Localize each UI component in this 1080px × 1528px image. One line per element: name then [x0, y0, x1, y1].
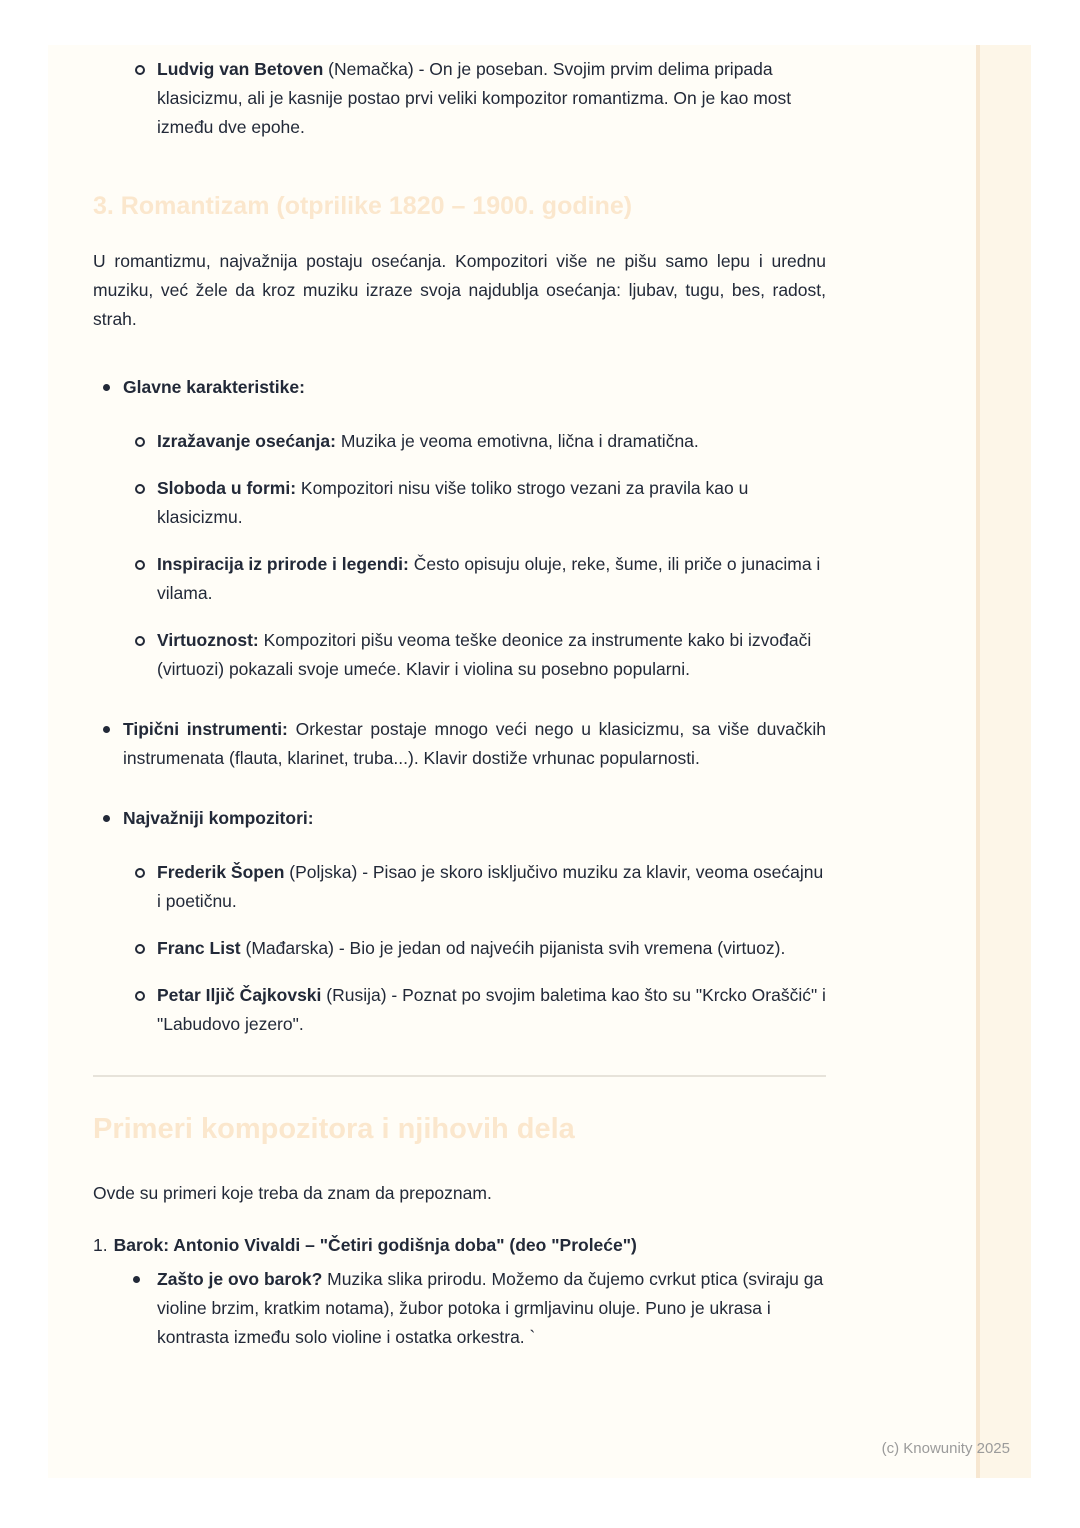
previous-section-list: [93, 55, 826, 142]
list-item: [157, 427, 826, 456]
kompozitori-sublist: [123, 858, 826, 1039]
list-item-lead: Zašto je ovo barok?: [157, 1269, 323, 1289]
list-item-lead: Glavne karakteristike:: [123, 377, 305, 397]
document-page-card: [48, 45, 976, 1478]
barok-points-list: [93, 1265, 826, 1352]
circle-bullet-icon: [135, 484, 145, 494]
primeri-intro-paragraph: Ovde su primeri koje treba da znam da prepoznam.: [93, 1183, 492, 1203]
list-item-text: (Poljska) - Pisao je skoro isključivo muziku za klavir, veoma osećajnu i poetičnu.: [157, 862, 824, 911]
circle-bullet-icon: [135, 868, 145, 878]
list-item-karakteristike: [123, 373, 826, 684]
list-item-text: (Nemačka) - On je poseban. Svojim prvim delima pripada klasicizmu, ali je kasnije postao prvi veliki kompozitor romantizma. On je kao most između dve epohe.: [157, 59, 792, 137]
list-item-kompozitori: [123, 804, 826, 1039]
list-item-lead: Tipični instrumenti:: [123, 719, 288, 739]
list-item-lead: Virtuoznost:: [157, 630, 259, 650]
karakteristike-sublist: [123, 427, 826, 684]
list-item-lead: Ludvig van Betoven: [157, 59, 324, 79]
disc-bullet-icon: [103, 726, 110, 733]
list-item-lead: Sloboda u formi:: [157, 478, 297, 498]
romantizam-main-list: [93, 373, 826, 1039]
list-number: 1.: [93, 1235, 108, 1255]
list-item-text: (Rusija) - Poznat po svojim baletima kao što su "Krcko Oraščić" i "Labudovo jezero".: [157, 985, 826, 1034]
list-item-lead: Najvažniji kompozitori:: [123, 808, 314, 828]
list-item-text: Muzika slika prirodu. Možemo da čujemo cvrkut ptica (sviraju ga violine brzim, kratkim notama), žubor potoka i grmljavinu oluje. Puno je ukrasa i kontrasta između solo violine i ostatka orkestra. `: [157, 1269, 824, 1347]
section-intro-paragraph: U romantizmu, najvažnija postaju osećanja. Kompozitori više ne pišu samo lepu i urednu muziku, već žele da kroz muziku izraze svoja najdublja osećanja: ljubav, tugu, bes, radost, strah.: [93, 251, 826, 329]
list-item-text: Kompozitori nisu više toliko strogo vezani za pravila kao u klasicizmu.: [157, 478, 749, 527]
list-item-text: Često opisuju oluje, reke, šume, ili priče o junacima i vilama.: [157, 554, 821, 603]
list-item: [157, 858, 826, 916]
list-item-text: Muzika je veoma emotivna, lična i dramatična.: [335, 431, 699, 451]
watermark-text: (c) Knowunity 2025: [881, 1440, 1010, 1457]
section-heading-primeri: Primeri kompozitora i njihovih dela: [93, 1113, 575, 1145]
numbered-item-barok: [93, 1231, 826, 1352]
list-item-lead: Izražavanje osećanja:: [157, 431, 336, 451]
page-edge-stripe: [976, 45, 1031, 1478]
list-item-lead: Petar Iljič Čajkovski: [157, 985, 322, 1005]
disc-bullet-icon: [103, 384, 110, 391]
list-item-text: (Mađarska) - Bio je jedan od najvećih pijanista svih vremena (virtuoz).: [240, 938, 786, 958]
circle-bullet-icon: [135, 991, 145, 1001]
list-item: [157, 550, 826, 608]
circle-bullet-icon: [135, 636, 145, 646]
circle-bullet-icon: [135, 437, 145, 447]
list-item-instrumenti: [123, 715, 826, 773]
numbered-item-title: Barok: Antonio Vivaldi – "Četiri godišnja doba" (deo "Proleće"): [113, 1235, 637, 1255]
list-item: [157, 474, 826, 532]
list-item: [157, 1265, 826, 1352]
circle-bullet-icon: [135, 944, 145, 954]
list-item-lead: Franc List: [157, 938, 241, 958]
disc-bullet-icon: [103, 815, 110, 822]
list-item: [157, 934, 826, 963]
list-item: [157, 55, 826, 142]
section-heading-romantizam: 3. Romantizam (otprilike 1820 – 1900. godine): [93, 192, 633, 220]
disc-bullet-icon: [133, 1276, 140, 1283]
list-item-lead: Frederik Šopen: [157, 862, 285, 882]
list-item-text: Orkestar postaje mnogo veći nego u klasicizmu, sa više duvačkih instrumenata (flauta, klarinet, truba...). Klavir dostiže vrhunac popularnosti.: [123, 719, 826, 768]
list-item-text: Kompozitori pišu veoma teške deonice za instrumente kako bi izvođači (virtuozi) pokazali svoje umeće. Klavir i violina su posebno popularni.: [157, 630, 812, 679]
list-item: [157, 981, 826, 1039]
section-divider: [93, 1075, 826, 1077]
list-item: [157, 626, 826, 684]
document-content: [93, 45, 826, 1352]
circle-bullet-icon: [135, 65, 145, 75]
circle-bullet-icon: [135, 560, 145, 570]
list-item-lead: Inspiracija iz prirode i legendi:: [157, 554, 409, 574]
